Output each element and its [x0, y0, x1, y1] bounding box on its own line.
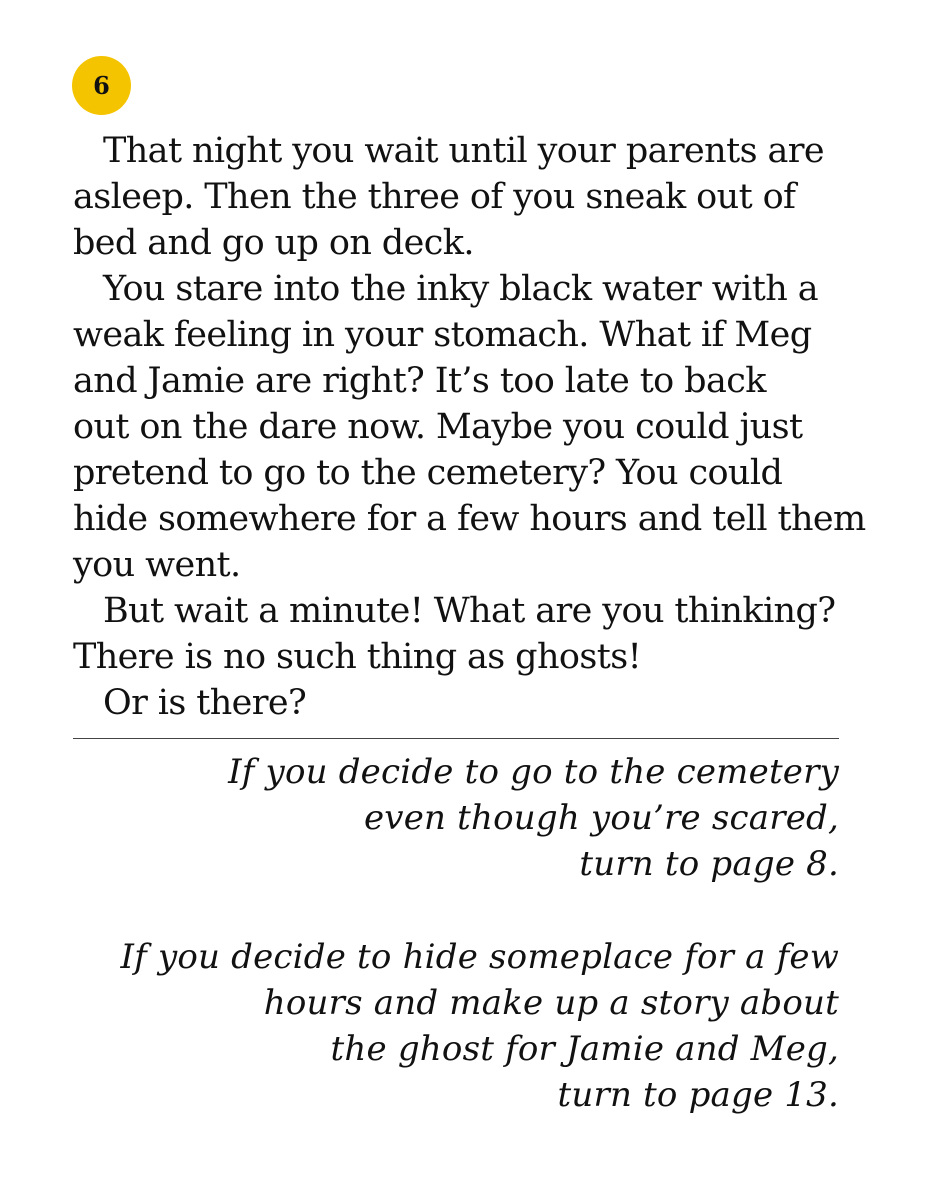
choice-go-to-cemetery — [59, 749, 839, 887]
choice-line: the ghost for Jamie and Meg, — [330, 1029, 839, 1069]
paragraph-1 — [73, 128, 873, 266]
text-line: bed and go up on deck. — [73, 223, 474, 263]
text-line: you went. — [73, 545, 241, 585]
text-line: There is no such thing as ghosts! — [73, 637, 642, 677]
paragraph-2 — [73, 266, 873, 588]
choice-line: even though you’re scared, — [363, 798, 839, 838]
story-text — [73, 128, 873, 726]
choice-divider — [73, 738, 839, 739]
choice-line: If you decide to go to the cemetery — [228, 752, 839, 792]
choice-line: turn to page 13. — [557, 1075, 839, 1115]
page-number-badge — [72, 56, 131, 115]
text-line: asleep. Then the three of you sneak out of — [73, 177, 796, 217]
text-line: You stare into the inky black water with a — [103, 269, 818, 309]
text-line: But wait a minute! What are you thinking? — [103, 591, 836, 631]
text-line: out on the dare now. Maybe you could just — [73, 407, 803, 447]
text-line: weak feeling in your stomach. What if Meg — [73, 315, 812, 355]
text-line: pretend to go to the cemetery? You could — [73, 453, 783, 493]
choice-line: hours and make up a story about — [263, 983, 839, 1023]
paragraph-4 — [73, 680, 873, 726]
choice-line: turn to page 8. — [579, 844, 839, 884]
text-line: hide somewhere for a few hours and tell them — [73, 499, 866, 539]
paragraph-3 — [73, 588, 873, 680]
choice-line: If you decide to hide someplace for a few — [120, 937, 839, 977]
text-line: Or is there? — [103, 683, 307, 723]
choice-hide-and-make-up-story — [59, 934, 839, 1118]
text-line: and Jamie are right? It’s too late to back — [73, 361, 766, 401]
page-number: 6 — [93, 71, 110, 100]
text-line: That night you wait until your parents are — [103, 131, 824, 171]
